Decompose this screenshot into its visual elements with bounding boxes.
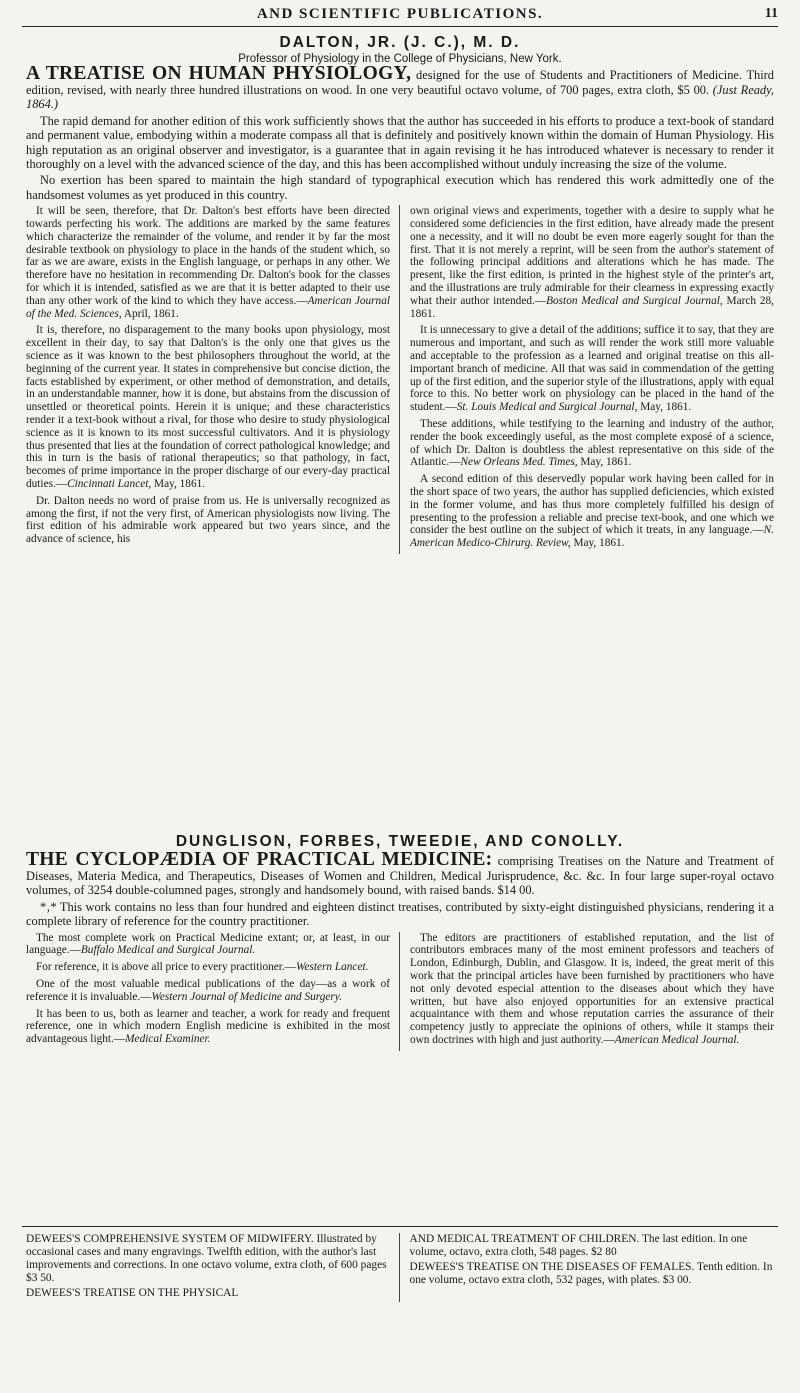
- dewees-left: [26, 1233, 400, 1302]
- review: For reference, it is above all price to every practitioner.—Western Lancet.: [36, 961, 369, 974]
- dalton-title-lead: A TREATISE ON HUMAN PHYSIOLOGY,: [26, 63, 412, 84]
- dalton-intro-1: The rapid demand for another edition of this work sufficiently shows that the author has succeeded in his efforts to produce a text-book of standard and permanent value, embodying within a moderate compass all that is definitely and positively known within the domain of Human Physiology. His high reputation as an original observer and investigator, is a guarantee that in again revising it he has introduced whatever is necessary to render it thoroughly on a level with the advanced science of the day, and this has been accomplished without unduly increasing the size of the volume.: [26, 113, 774, 171]
- review-source: Western Journal of Medicine and Surgery.: [151, 990, 343, 1003]
- review: The most complete work on Practical Medicine extant; or, at least, in our language.—Buffalo Medical and Surgical Journal.: [26, 931, 390, 957]
- dewees-section: [26, 1233, 774, 1302]
- dewees-right: [410, 1233, 775, 1302]
- cyclopaedia-title: [26, 849, 774, 898]
- listing-title: DEWEES'S TREATISE ON THE PHYSICAL: [26, 1287, 239, 1299]
- review: It is, therefore, no disparagement to the many books upon physiology, most excellent in their day, to say that Dalton's is the only one that gives us the science as it was known to the best philosophers throughout the world, at the beginning of the current year. It states in comprehensive but concise diction, the facts established by experiment, or other method of demonstration, and details, in an understandable manner, how it is done, but abstains from the discussion of unsettled or theoretical points. Herein it is unique; and these characteristics render it a text-book without a rival, for those who desire to study physiological science as it is known to its most successful cultivators. And it is physiology thus presented that lies at the foundation of correct pathological knowledge; and this in turn is the basis of rational therapeutics; so that pathology, in fact, becomes of prime importance in the proper discharge of our every-day practical duties.—Cincinnati Lancet, May, 1861.: [26, 324, 390, 490]
- review-source: American Medical Journal.: [614, 1033, 740, 1046]
- review-date: May, 1861.: [570, 537, 625, 550]
- review-source: Boston Medical and Surgical Journal,: [546, 294, 723, 307]
- review-date: March 28, 1861.: [410, 294, 774, 320]
- listing: DEWEES'S COMPREHENSIVE SYSTEM OF MIDWIFERY. Illustrated by occasional cases and many engravings. Twelfth edition, with the author's last improvements and corrections. In one octavo volume, extra cloth, of 600 pages $3 50.: [26, 1233, 387, 1284]
- review-source: Medical Examiner.: [125, 1033, 211, 1046]
- cyclopaedia-reviews-left: [26, 932, 400, 1051]
- listing: AND MEDICAL TREATMENT OF CHILDREN. The last edition. In one volume, octavo, extra cloth, 548 pages. $2 80: [409, 1233, 748, 1258]
- review-date: May, 1861.: [637, 401, 692, 414]
- review: It is unnecessary to give a detail of the additions; suffice it to say, that they are numerous and important, and such as will render the work still more valuable and acceptable to the profession as a learned and original treatise on this all-important branch of medicine. All that was said in commendation of the getting up of the first edition, and the superior style of the illustrations, apply with equal force to this. No better work on physiology can be placed in the hand of the student.—St. Louis Medical and Surgical Journal, May, 1861.: [410, 324, 774, 414]
- cyclopaedia-reviews-right: [410, 932, 774, 1051]
- listing-title: DEWEES'S TREATISE ON THE DISEASES OF FEMALES.: [409, 1261, 695, 1273]
- review-date: May, 1861.: [577, 456, 632, 469]
- cyclopaedia-section: [26, 833, 774, 1051]
- dalton-affiliation: Professor of Physiology in the College of Physicians, New York.: [238, 53, 562, 65]
- cyclopaedia-title-lead: THE CYCLOPÆDIA OF PRACTICAL MEDICINE:: [26, 849, 493, 870]
- review-date: April, 1861.: [121, 307, 179, 320]
- dalton-intro-2: No exertion has been spared to maintain the high standard of typographical execution which has rendered this work admittedly one of the handsomest volumes as yet produced in this country.: [26, 173, 774, 202]
- review: One of the most valuable medical publications of the day—as a work of reference it is invaluable.—Western Journal of Medicine and Surgery.: [26, 977, 390, 1003]
- dalton-reviews-left: [26, 205, 400, 554]
- review-source: Cincinnati Lancet,: [67, 477, 152, 490]
- dalton-author: DALTON, JR. (J. C.), M. D.: [279, 34, 521, 51]
- review: Dr. Dalton needs no word of praise from us. He is universally recognized as among the first, if not the very first, of American physiologists now living. The first edition of his admirable work appeared but two years since, and the advance of science, his: [26, 494, 390, 546]
- header-rule: [22, 26, 778, 27]
- cyclopaedia-reviews: [26, 932, 774, 1051]
- listing: [26, 1287, 391, 1300]
- section-rule: [22, 1226, 778, 1227]
- dalton-status: (Just Ready, 1864.): [26, 82, 774, 112]
- review: It will be seen, therefore, that Dr. Dalton's best efforts have been directed towards perfecting his work. The additions are marked by the same features which characterize the remainder of the volume, and render it by far the most desirable textbook on physiology to place in the hands of the student which, so far as we are aware, exists in the English language, or perhaps in any other. We therefore have no hesitation in recommending Dr. Dalton's book for the classes for which it is intended, satisfied as we are that it is better adapted to their use than any other work of the kind to which they have access.—American Journal of the Med. Sciences, April, 1861.: [26, 205, 390, 320]
- cyclopaedia-title-rest: comprising Treatises on the Nature and Treatment of Diseases, Materia Medica, and Therapeutics, Diseases of Women and Children, Medical Jurisprudence, &c. &c. In four large super-royal octavo volumes, of 3254 double-columned pages, strongly and handsomely bound, with raised bands. $14 00.: [26, 854, 774, 898]
- review-date: May, 1861.: [151, 477, 206, 490]
- dalton-reviews-right: [410, 205, 774, 554]
- dalton-title-rest: designed for the use of Students and Practitioners of Medicine. Third edition, revised, with nearly three hundred illustrations on wood. In one very beautiful octavo volume, of 700 pages, extra cloth, $5 00.: [26, 68, 774, 97]
- review-source: St. Louis Medical and Surgical Journal,: [456, 401, 638, 414]
- listing-title: AND MEDICAL TREATMENT OF CHILDREN.: [409, 1233, 640, 1245]
- review: own original views and experiments, together with a desire to supply what he considered some deficiencies in the first edition, have already made the present one a necessity, and it will no doubt be even more eagerly sought for than the first. That it is not merely a reprint, will be seen from the author's statement of the following principal additions and alterations which he has made. The present, like the first edition, is printed in the highest style of the printer's art, and the illustrations are truly admirable for their clearness in expressing exactly what their author intended.—Boston Medical and Surgical Journal, March 28, 1861.: [410, 205, 774, 320]
- dalton-reviews: [26, 205, 774, 554]
- page-number: 11: [764, 6, 778, 21]
- review-source: Western Lancet.: [296, 961, 369, 974]
- review: These additions, while testifying to the learning and industry of the author, render the book exceedingly useful, as the most complete exposé of a science, of which Dr. Dalton is doubtless the ablest representative on this side of the Atlantic.—New Orleans Med. Times, May, 1861.: [410, 417, 774, 469]
- review-source: American Journal of the Med. Sciences,: [26, 294, 390, 320]
- review-source: N. American Medico-Chirurg. Review,: [410, 524, 774, 550]
- dalton-title: [26, 63, 774, 112]
- listing: DEWEES'S TREATISE ON THE DISEASES OF FEMALES. Tenth edition. In one volume, octavo extra cloth, 532 pages, with plates. $3 00.: [409, 1261, 773, 1286]
- cyclopaedia-note: *‚* This work contains no less than four hundred and eighteen distinct treatises, contributed by sixty-eight distinguished physicians, rendering it a complete library of reference for the country practitioner.: [26, 899, 775, 929]
- dalton-section: [26, 34, 774, 554]
- review: It has been to us, both as learner and teacher, a work for ready and frequent reference, one in which modern English medicine is exhibited in the most advantageous light.—Medical Examiner.: [26, 1007, 390, 1046]
- review: The editors are practitioners of established reputation, and the list of contributors embraces many of the most eminent professors and teachers of London, Edinburgh, Dublin, and Glasgow. It is, indeed, the great merit of this work that the principal articles have been furnished by practitioners who have not only devoted especial attention to the diseases about which they have written, but have also enjoyed opportunities for an extensive practical acquaintance with them and whose reputation carries the assurance of their competency justly to appreciate the opinions of others, while it stamps their own doctrines with high and just authority.—American Medical Journal.: [410, 931, 774, 1046]
- asterism: *‚*: [40, 899, 60, 914]
- review-source: New Orleans Med. Times,: [460, 456, 578, 469]
- review: A second edition of this deservedly popular work having been called for in the short space of two years, the author has supplied deficiencies, which existed in the former volume, and has thus more completely fulfilled his design of presenting to the profession a reliable and precise text-book, and one which we consider the best outline on the subject of which it treats, in any language.—N. American Medico-Chirurg. Review, May, 1861.: [410, 473, 774, 550]
- running-head: AND SCIENTIFIC PUBLICATIONS.: [256, 6, 544, 22]
- cyclopaedia-authors: DUNGLISON, FORBES, TWEEDIE, AND CONOLLY.: [175, 833, 625, 850]
- listing-title: DEWEES'S COMPREHENSIVE SYSTEM OF MIDWIFERY.: [26, 1233, 314, 1245]
- review-source: Buffalo Medical and Surgical Journal.: [80, 944, 256, 957]
